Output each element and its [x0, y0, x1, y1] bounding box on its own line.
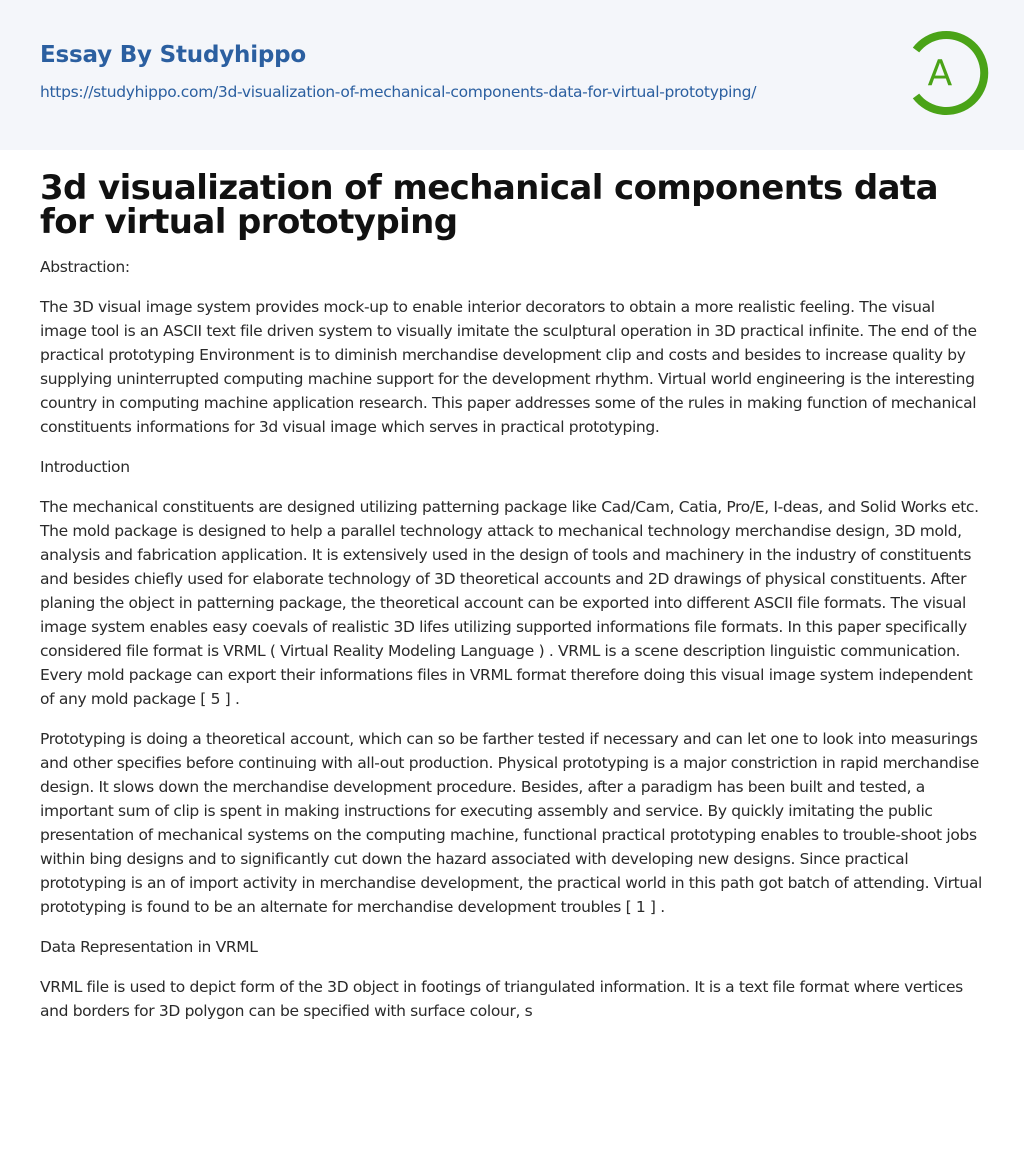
section-heading-abstraction: Abstraction:: [40, 258, 130, 276]
paragraph-vrml: VRML file is used to depict form of the 3D object in footings of triangulated information. It is a text file format where vertices and borders for 3D polygon can be specified with surface colour, s: [40, 978, 963, 1020]
site-brand: Essay By Studyhippo: [40, 42, 307, 68]
section-heading-introduction: Introduction: [40, 458, 130, 476]
section-heading-data-representation: Data Representation in VRML: [40, 938, 258, 956]
article-title: 3d visualization of mechanical components data for virtual prototyping: [40, 168, 938, 242]
paragraph-intro-2: Prototyping is doing a theoretical account, which can so be farther tested if necessary and can let one to look into measurings and other specifies before continuing with all-out production. Physical prototyping is a major constriction in rapid merchandise design. It slows down the merchandise development procedure. Besides, after a paradigm has been built and tested, a important sum of clip is spent in making instructions for executing assembly and service. By quickly imitating the public presentation of mechanical systems on the computing machine, functional practical prototyping enables to trouble-shoot jobs within bing designs and to significantly cut down the hazard associated with developing new designs. Since practical prototyping is an of import activity in merchandise development, the practical world in this path got batch of attending. Virtual prototyping is found to be an alternate for merchandise development troubles [ 1 ] .: [40, 730, 982, 916]
essay-url-link[interactable]: https://studyhippo.com/3d-visualization-of-mechanical-components-data-for-virtual-prototyping/: [40, 83, 757, 101]
article-body: [0, 168, 1024, 1023]
studyhippo-logo-icon[interactable]: [900, 28, 990, 118]
paragraph-abstract: The 3D visual image system provides mock-up to enable interior decorators to obtain a more realistic feeling. The visual image tool is an ASCII text file driven system to visually imitate the sculptural operation in 3D practical infinite. The end of the practical prototyping Environment is to diminish merchandise development clip and costs and besides to increase quality by supplying uninterrupted computing machine support for the development rhythm. Virtual world engineering is the interesting country in computing machine application research. This paper addresses some of the rules in making function of mechanical constituents informations for 3d visual image which serves in practical prototyping.: [40, 298, 977, 436]
site-header: [0, 0, 1024, 150]
paragraph-intro-1: The mechanical constituents are designed utilizing patterning package like Cad/Cam, Catia, Pro/E, I-deas, and Solid Works etc. The mold package is designed to help a parallel technology attack to mechanical technology merchandise design, 3D mold, analysis and fabrication application. It is extensively used in the design of tools and machinery in the industry of constituents and besides chiefly used for elaborate technology of 3D theoretical accounts and 2D drawings of physical constituents. After planing the object in patterning package, the theoretical account can be exported into different ASCII file formats. The visual image system enables easy coevals of realistic 3D lifes utilizing supported informations file formats. In this paper specifically considered file format is VRML ( Virtual Reality Modeling Language ) . VRML is a scene description linguistic communication. Every mold package can export their informations files in VRML format therefore doing this visual image system independent of any mold package [ 5 ] .: [40, 498, 979, 708]
logo-letter: A: [927, 53, 953, 94]
